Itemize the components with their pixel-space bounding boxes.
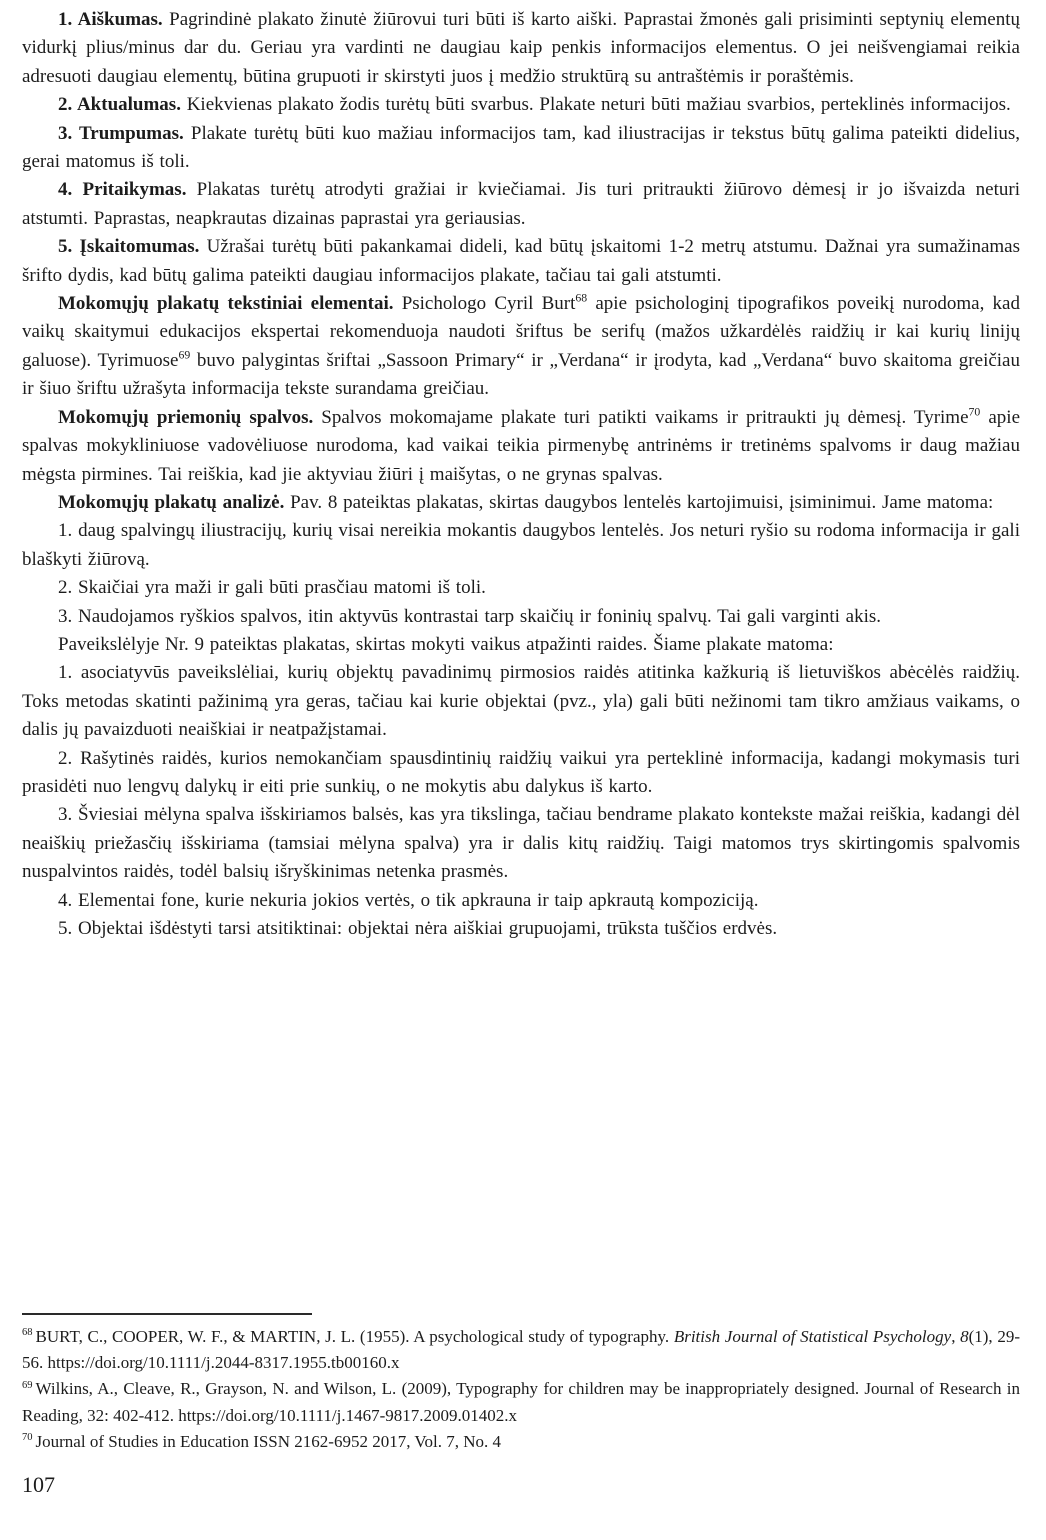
footnote-separator <box>22 1313 312 1315</box>
paragraph <box>22 745 1020 802</box>
text-segment: 3. Šviesiai mėlyna spalva išskiriamos balsės, kas yra tikslinga, tačiau bendrame plakato kontekste mažai reiškia, kadangi dėl neaiškių priežasčių išskiriama (tamsiai mėlyna spalva) yra ir dalis kitų raidžių. Taigi matomos trys skirtingomis spalvomis nuspalvintos raidės, todėl balsių išryškinimas netenka prasmės. <box>22 804 1020 883</box>
text-segment: Pagrindinė plakato žinutė žiūrovui turi būti iš karto aiški. Paprastai žmonės gali prisiminti septynių elementų vidurkį plius/minus dar du. Geriau yra vardinti ne daugiau kaip penkis informacijos elementus. O jei neišvengiamai reikia adresuoti daugiau elementų, būtina grupuoti ir skirstyti juos į medžio struktūrą su antraštėmis ir poraštėmis. <box>22 9 1020 87</box>
footnote-number: 68 <box>22 1327 33 1339</box>
paragraph <box>22 6 1020 91</box>
text-segment: 3. Naudojamos ryškios spalvos, itin aktyvūs kontrastai tarp skaičių ir foninių spalvų. Tai gali varginti akis. <box>58 605 882 627</box>
text-segment: 5. Įskaitomumas. <box>58 236 200 258</box>
text-segment: 8 <box>960 1326 969 1346</box>
text-segment: , <box>951 1326 961 1346</box>
text-segment: British Journal of Statistical Psychology <box>673 1326 952 1346</box>
text-segment: 2. Rašytinės raidės, kurios nemokančiam spausdintinių raidžių vaikui yra perteklinė informacija, kadangi mokymasis turi prasidėti nuo lengvų dalykų ir eiti prie sunkių, o ne mokytis abu dalykus iš karto. <box>22 747 1020 797</box>
text-segment: Wilkins, A., Cleave, R., Grayson, N. and Wilson, L. (2009), Typography for children may be inappropriately designed. Journal of Research in Reading, 32: 402-412. https://doi.org/10.1111/j.1467-9817.2009.01402.x <box>22 1379 1020 1425</box>
paragraph <box>22 489 1020 517</box>
superscript-reference: 70 <box>968 405 981 419</box>
text-segment: buvo palygintas šriftai „Sassoon Primary“ ir „Verdana“ ir įrodyta, kad „Verdana“ buvo skaitoma greičiau ir šiuo šriftu užrašyta informacija tekste surandama greičiau. <box>22 349 1020 400</box>
superscript-reference: 69 <box>178 348 191 362</box>
text-segment: Plakate turėtų būti kuo mažiau informacijos tam, kad iliustracijas ir tekstus būtų galima pateikti didelius, gerai matomus iš toli. <box>22 122 1020 173</box>
paragraph <box>22 517 1020 574</box>
text-segment: Paveikslėlyje Nr. 9 pateiktas plakatas, skirtas mokyti vaikus atpažinti raides. Šiame plakate matoma: <box>58 633 834 655</box>
body-text <box>22 6 1020 943</box>
paragraph <box>22 631 1020 659</box>
text-segment: 2. Skaičiai yra maži ir gali būti prasčiau matomi iš toli. <box>58 577 486 599</box>
superscript-reference: 68 <box>575 291 588 305</box>
paragraph <box>22 176 1020 233</box>
footnote <box>22 1324 1020 1376</box>
paragraph <box>22 91 1020 119</box>
text-segment: Mokomųjų plakatų analizė. <box>58 491 285 513</box>
footnotes-list <box>22 1324 1020 1455</box>
paragraph <box>22 120 1020 177</box>
text-segment: (1), 29-56. https://doi.org/10.1111/j.2044-8317.1955.tb00160.x <box>22 1326 1020 1373</box>
text-segment: 3. Trumpumas. <box>58 122 184 144</box>
footnote-number: 69 <box>22 1379 33 1391</box>
text-segment: Mokomųjų plakatų tekstiniai elementai. <box>58 293 394 315</box>
text-segment: Journal of Studies in Education ISSN 2162-6952 2017, Vol. 7, No. 4 <box>35 1431 501 1451</box>
paragraph <box>22 404 1020 489</box>
text-segment: apie psichologinį tipografikos poveikį nurodoma, kad vaikų skaitymui edukacijos ekspertai rekomenduoja naudoti šriftus be serifų (mažos užkardėlės raidžių ir kai kurių linijų galuose). Tyrimuose <box>22 293 1020 371</box>
footnote <box>22 1376 1020 1428</box>
paragraph <box>22 915 1020 943</box>
text-segment: Plakatas turėtų atrodyti gražiai ir kviečiamai. Jis turi pritraukti žiūrovo dėmesį ir jo išvaizda neturi atstumti. Paprastas, neapkrautas dizainas paprastai yra geriausias. <box>22 179 1020 229</box>
text-segment: Pav. 8 pateiktas plakatas, skirtas daugybos lentelės kartojimuisi, įsiminimui. Jame matoma: <box>284 491 994 513</box>
text-segment: Kiekvienas plakato žodis turėtų būti svarbus. Plakate neturi būti mažiau svarbios, perteklinės informacijos. <box>180 94 1011 116</box>
text-segment: 2. Aktualumas. <box>58 94 181 116</box>
paragraph <box>22 233 1020 290</box>
text-segment: apie spalvas mokykliniuose vadovėliuose nurodoma, kad vaikai teikia pirmenybę antrinėms ir tretinėms spalvoms ir daug mažiau mėgsta pirmines. Tai reiškia, kad jie aktyviau žiūri į maišytas, o ne grynas spalvas. <box>22 406 1021 485</box>
footnote <box>22 1429 1020 1455</box>
footnote-number: 70 <box>22 1432 33 1444</box>
text-segment: 1. daug spalvingų iliustracijų, kurių visai nereikia mokantis daugybos lentelės. Jos neturi ryšio su rodoma informacija ir gali blaškyti žiūrovą. <box>22 520 1020 570</box>
text-segment: 5. Objektai išdėstyti tarsi atsitiktinai: objektai nėra aiškiai grupuojami, trūksta tuščios erdvės. <box>58 918 778 939</box>
text-segment: Mokomųjų priemonių spalvos. <box>58 406 314 428</box>
text-segment: BURT, C., COOPER, W. F., & MARTIN, J. L. (1955). A psychological study of typography. <box>35 1326 674 1346</box>
paragraph <box>22 801 1020 886</box>
paragraph <box>22 574 1020 602</box>
text-segment: Spalvos mokomajame plakate turi patikti vaikams ir pritraukti jų dėmesį. Tyrime <box>313 406 969 428</box>
text-segment: Psichologo Cyril Burt <box>393 293 576 315</box>
paragraph <box>22 603 1020 631</box>
page-number: 107 <box>22 1472 55 1497</box>
paragraph <box>22 887 1020 915</box>
text-segment: Užrašai turėtų būti pakankamai dideli, kad būtų įskaitomi 1-2 metrų atstumu. Dažnai yra sumažinamas šrifto dydis, kad būtų galima pateikti daugiau informacijos plakate, tačiau tai gali atstumti. <box>22 236 1020 286</box>
paragraph <box>22 659 1020 744</box>
text-segment: 1. asociatyvūs paveikslėliai, kurių objektų pavadinimų pirmosios raidės atitinka kažkurią iš lietuviškos abėcėlės raidžių. Toks metodas skatinti pažinimą yra geras, tačiau kai kurie objektai (pvz., yla) gali būti nežinomi tam tikro amžiaus vaikams, o dalis jų pavaizduoti neaiškiai ir neatpažįstamai. <box>22 662 1020 741</box>
footnote-block <box>22 1313 1020 1498</box>
text-segment: 1. Aiškumas. <box>58 9 163 30</box>
paragraph <box>22 290 1020 404</box>
text-segment: 4. Pritaikymas. <box>58 179 187 201</box>
text-segment: 4. Elementai fone, kurie nekuria jokios vertės, o tik apkrauna ir taip apkrautą kompoziciją. <box>58 889 759 911</box>
